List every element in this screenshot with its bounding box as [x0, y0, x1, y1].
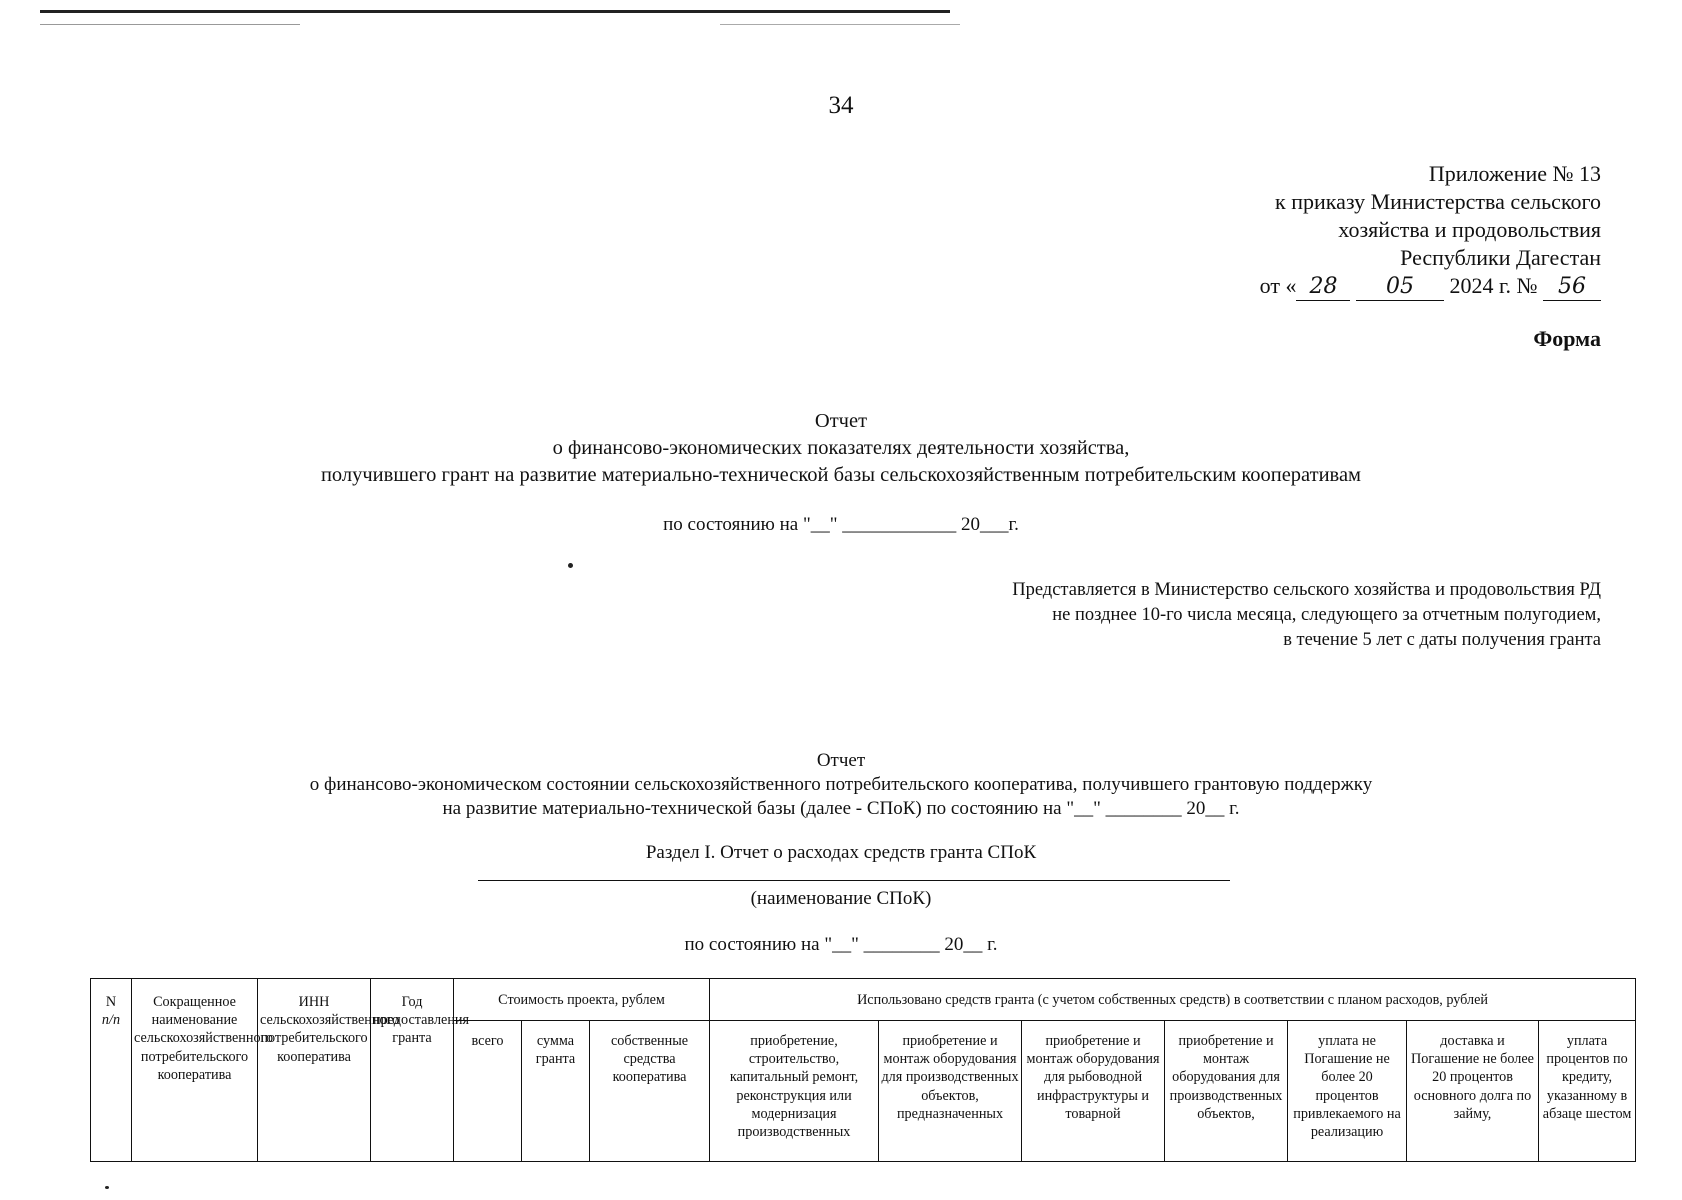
name-caption: (наименование СПоК) [750, 888, 932, 909]
scan-speck [568, 563, 573, 568]
name-underline [478, 880, 1230, 881]
appendix-block [1260, 160, 1601, 301]
col-header-text: п/п [101, 1012, 121, 1029]
page-number: 34 [828, 92, 854, 119]
col-header-text: доставка и Погашение не более 20 процентов основного долга по займу, [1411, 1033, 1534, 1122]
date-year: 2024 г. № [1449, 273, 1538, 298]
submission-line: в течение 5 лет с даты получения гранта [1283, 630, 1601, 650]
col-header-used [710, 1021, 879, 1162]
report1-line: получившего грант на развитие материально-технической базы сельскохозяйственным потребительским кооперативам [320, 464, 1362, 486]
section-title: Раздел I. Отчет о расходах средств гранта СПоК [645, 842, 1037, 863]
col-header-text: Год предоставления гранта [373, 994, 470, 1047]
group-header-used: Использовано средств гранта (с учетом собственных средств) в соответствии с планом расходов, рублей [710, 979, 1636, 1021]
col-header-cost-grant: сумма гранта [522, 1021, 590, 1162]
col-header-name [132, 979, 274, 1162]
submission-line: не позднее 10-го числа месяца, следующего за отчетным полугодием, [1052, 605, 1601, 625]
appendix-line: к приказу Министерства сельского [1275, 189, 1601, 214]
col-header-used [1022, 1021, 1165, 1162]
report1-line: о финансово-экономических показателях деятельности хозяйства, [552, 437, 1130, 459]
col-header-inn [258, 979, 400, 1162]
scan-edge-line [40, 10, 950, 13]
submission-note [1012, 578, 1601, 653]
col-header-cost-own: собственные средства кооператива [590, 1021, 710, 1162]
col-header-text: Сокращенное наименование сельскохозяйственного потребительского кооператива [134, 994, 274, 1083]
col-header-text: приобретение и монтаж оборудования для производственных объектов, [1169, 1033, 1283, 1122]
col-header-text: приобретение, строительство, капитальный ремонт, реконструкция или модернизация производственных [729, 1033, 859, 1141]
col-header-cost-total: всего [454, 1021, 522, 1162]
form-label: Форма [1533, 326, 1601, 351]
col-header-text: N [105, 994, 117, 1010]
expense-table [90, 978, 1636, 1162]
appendix-date-line [1260, 272, 1601, 301]
handwritten-month: 05 [1356, 274, 1444, 301]
report2-line: на развитие материально-технической базы (далее - СПоК) по состоянию на "__" ________ 20__ г. [442, 798, 1240, 819]
col-header-text: приобретение и монтаж оборудования для рыбоводной инфраструктуры и товарной [1026, 1033, 1160, 1122]
report1-as-of: по состоянию на "__" ____________ 20___г. [663, 514, 1019, 535]
col-header-used [1288, 1021, 1407, 1162]
handwritten-day: 28 [1296, 274, 1350, 301]
report1-title: Отчет [814, 410, 868, 432]
report2-title: Отчет [816, 750, 866, 771]
handwritten-number: 56 [1543, 274, 1601, 301]
group-header-cost: Стоимость проекта, рублем [454, 979, 710, 1021]
report2-as-of: по состоянию на "__" ________ 20__ г. [684, 934, 998, 955]
report2-line: о финансово-экономическом состоянии сельскохозяйственного потребительского кооператива, получившего грантовую поддержку [309, 774, 1373, 795]
col-header-used [1165, 1021, 1288, 1162]
col-header-text: уплата процентов по кредиту, указанному в абзаце шестом [1542, 1033, 1632, 1122]
col-header-used [1539, 1021, 1636, 1162]
date-prefix: от « [1259, 273, 1297, 298]
submission-line: Представляется в Министерство сельского хозяйства и продовольствия РД [1012, 580, 1601, 600]
scan-edge-line [40, 24, 300, 25]
appendix-line: Приложение № 13 [1428, 161, 1601, 186]
scan-speck [105, 1186, 109, 1189]
col-header-text: ИНН сельскохозяйственного потребительского кооператива [260, 994, 400, 1065]
col-header-number [91, 979, 132, 1162]
col-header-used [1407, 1021, 1539, 1162]
appendix-line: Республики Дагестан [1400, 245, 1601, 270]
col-header-used [879, 1021, 1022, 1162]
appendix-line: хозяйства и продовольствия [1338, 217, 1601, 242]
scan-edge-line [720, 24, 960, 25]
col-header-year [371, 979, 470, 1162]
col-header-text: уплата не Погашение не более 20 процентов привлекаемого на реализацию [1293, 1033, 1401, 1141]
col-header-text: приобретение и монтаж оборудования для производственных объектов, предназначенных [881, 1033, 1019, 1122]
